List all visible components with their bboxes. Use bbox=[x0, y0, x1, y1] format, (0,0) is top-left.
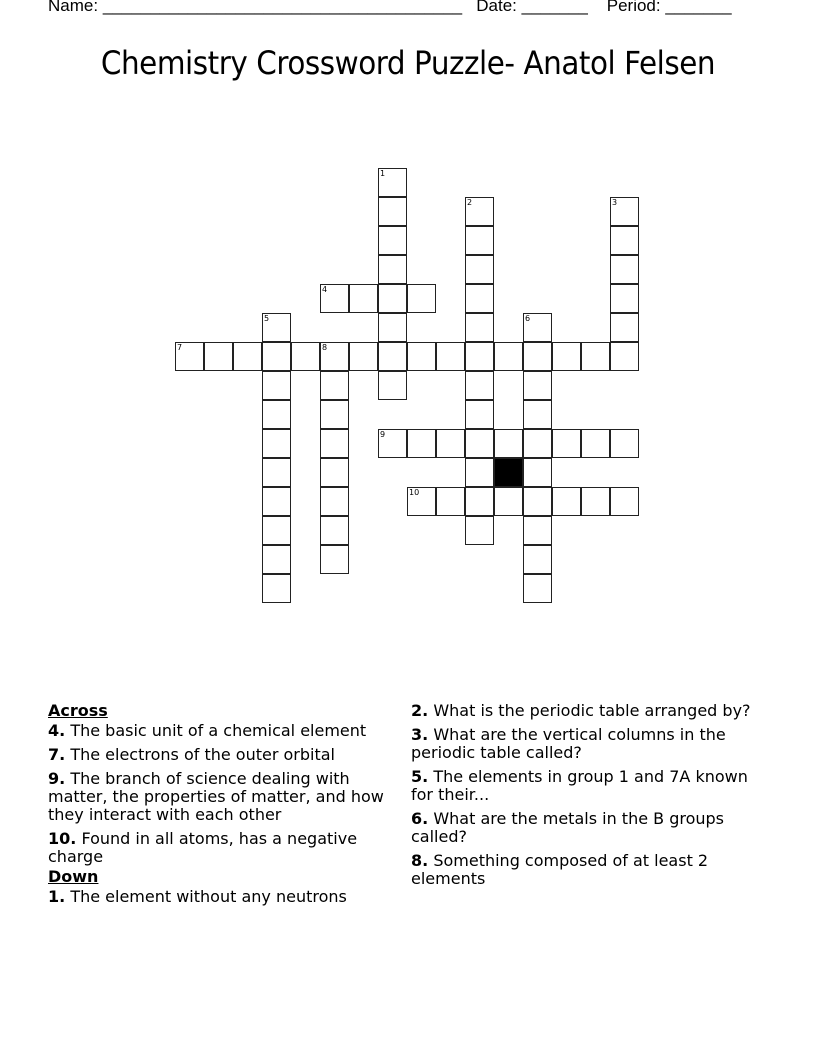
clues-right-column bbox=[411, 702, 751, 894]
grid-cell[interactable] bbox=[465, 284, 494, 313]
grid-cell[interactable] bbox=[407, 284, 436, 313]
clue-across-9: 9. The branch of science dealing with matter, the properties of matter, and how they interact with each other bbox=[48, 769, 384, 824]
grid-cell[interactable] bbox=[465, 487, 494, 516]
cell-number: 8 bbox=[322, 343, 328, 352]
name-label: Name: bbox=[48, 0, 99, 15]
header-fields bbox=[48, 0, 732, 16]
grid-cell[interactable] bbox=[465, 371, 494, 400]
cell-number: 9 bbox=[380, 430, 386, 439]
grid-cell[interactable] bbox=[465, 516, 494, 545]
period-label: Period: bbox=[606, 0, 661, 15]
cell-number: 4 bbox=[322, 285, 328, 294]
clue-text: The electrons of the outer orbital bbox=[70, 745, 335, 764]
clue-number: 3 bbox=[411, 725, 423, 744]
clue-down-2: 2. What is the periodic table arranged by? bbox=[411, 701, 751, 720]
clue-down-1: 1. The element without any neutrons bbox=[48, 887, 347, 906]
grid-cell[interactable] bbox=[523, 313, 552, 342]
clue-across-7: 7. The electrons of the outer orbital bbox=[48, 745, 335, 764]
clue-number: 2 bbox=[411, 701, 423, 720]
clue-down-3: 3. What are the vertical columns in the periodic table called? bbox=[411, 725, 726, 762]
grid-cell[interactable] bbox=[378, 255, 407, 284]
grid-cell[interactable] bbox=[436, 429, 465, 458]
grid-cell[interactable] bbox=[581, 429, 610, 458]
clue-text: What are the vertical columns in the periodic table called? bbox=[411, 725, 726, 762]
clue-number: 7 bbox=[48, 745, 60, 764]
grid-cell[interactable] bbox=[378, 284, 407, 313]
grid-cell[interactable] bbox=[378, 168, 407, 197]
grid-cell[interactable] bbox=[523, 429, 552, 458]
clue-number: 9 bbox=[48, 769, 60, 788]
cell-number: 3 bbox=[612, 198, 618, 207]
down-heading: Down bbox=[48, 867, 99, 886]
clue-number: 8 bbox=[411, 851, 423, 870]
grid-cell[interactable] bbox=[378, 226, 407, 255]
grid-cell[interactable] bbox=[349, 284, 378, 313]
clue-down-8: 8. Something composed of at least 2 elements bbox=[411, 851, 709, 888]
grid-cell[interactable] bbox=[378, 313, 407, 342]
cell-number: 7 bbox=[177, 343, 183, 352]
clue-number: 10 bbox=[48, 829, 71, 848]
clues-left-column bbox=[48, 702, 398, 912]
grid-cell[interactable] bbox=[320, 284, 349, 313]
grid-cell[interactable] bbox=[262, 313, 291, 342]
grid-cell[interactable] bbox=[523, 458, 552, 487]
grid-cell[interactable] bbox=[523, 545, 552, 574]
grid-cell[interactable] bbox=[610, 226, 639, 255]
clue-number: 6 bbox=[411, 809, 423, 828]
grid-cell[interactable] bbox=[552, 429, 581, 458]
clue-text: The element without any neutrons bbox=[70, 887, 347, 906]
cell-number: 6 bbox=[525, 314, 531, 323]
grid-cell[interactable] bbox=[610, 284, 639, 313]
grid-cell[interactable] bbox=[465, 342, 494, 371]
grid-cell[interactable] bbox=[378, 429, 407, 458]
date-blank[interactable]: _______ bbox=[521, 0, 588, 15]
page-title: Chemistry Crossword Puzzle- Anatol Felsen bbox=[100, 44, 716, 82]
across-heading: Across bbox=[48, 701, 108, 720]
grid-cell[interactable] bbox=[610, 429, 639, 458]
grid-cell[interactable] bbox=[233, 342, 262, 371]
grid-cell[interactable] bbox=[291, 342, 320, 371]
grid-cell[interactable] bbox=[523, 342, 552, 371]
clue-down-6: 6. What are the metals in the B groups called? bbox=[411, 809, 724, 846]
grid-cell[interactable] bbox=[465, 400, 494, 429]
grid-cell[interactable] bbox=[320, 458, 349, 487]
grid-cell[interactable] bbox=[465, 197, 494, 226]
grid-cell[interactable] bbox=[349, 342, 378, 371]
grid-cell[interactable] bbox=[320, 429, 349, 458]
grid-cell[interactable] bbox=[523, 574, 552, 603]
grid-cell[interactable] bbox=[436, 342, 465, 371]
grid-cell[interactable] bbox=[610, 487, 639, 516]
clue-text: The basic unit of a chemical element bbox=[70, 721, 367, 740]
grid-cell[interactable] bbox=[262, 400, 291, 429]
grid-cell[interactable] bbox=[407, 342, 436, 371]
black-cell bbox=[494, 458, 523, 487]
name-blank[interactable]: ______________________________________ bbox=[102, 0, 463, 15]
grid-cell[interactable] bbox=[610, 342, 639, 371]
grid-cell[interactable] bbox=[378, 342, 407, 371]
clue-number: 4 bbox=[48, 721, 60, 740]
grid-cell[interactable] bbox=[494, 487, 523, 516]
clue-text: The branch of science dealing with matter, the properties of matter, and how they interact with each other bbox=[48, 769, 384, 824]
grid-cell[interactable] bbox=[610, 313, 639, 342]
grid-cell[interactable] bbox=[407, 429, 436, 458]
grid-cell[interactable] bbox=[262, 458, 291, 487]
grid-cell[interactable] bbox=[581, 487, 610, 516]
grid-cell[interactable] bbox=[320, 342, 349, 371]
cell-number: 2 bbox=[467, 198, 473, 207]
grid-cell[interactable] bbox=[494, 429, 523, 458]
clue-text: What is the periodic table arranged by? bbox=[433, 701, 751, 720]
grid-cell[interactable] bbox=[262, 574, 291, 603]
crossword-grid bbox=[175, 168, 645, 608]
grid-cell[interactable] bbox=[320, 487, 349, 516]
grid-cell[interactable] bbox=[320, 400, 349, 429]
grid-cell[interactable] bbox=[465, 458, 494, 487]
grid-cell[interactable] bbox=[436, 487, 465, 516]
grid-cell[interactable] bbox=[523, 516, 552, 545]
clue-text: The elements in group 1 and 7A known for their... bbox=[411, 767, 748, 804]
grid-cell[interactable] bbox=[407, 487, 436, 516]
grid-cell[interactable] bbox=[552, 342, 581, 371]
clue-down-5: 5. The elements in group 1 and 7A known for their... bbox=[411, 767, 748, 804]
period-blank[interactable]: _______ bbox=[665, 0, 732, 15]
grid-cell[interactable] bbox=[320, 371, 349, 400]
clue-across-4: 4. The basic unit of a chemical element bbox=[48, 721, 367, 740]
grid-cell[interactable] bbox=[175, 342, 204, 371]
clue-text: Something composed of at least 2 elements bbox=[411, 851, 709, 888]
clue-text: What are the metals in the B groups called? bbox=[411, 809, 724, 846]
grid-cell[interactable] bbox=[320, 545, 349, 574]
grid-cell[interactable] bbox=[262, 342, 291, 371]
grid-cell[interactable] bbox=[523, 487, 552, 516]
grid-cell[interactable] bbox=[262, 516, 291, 545]
clue-number: 5 bbox=[411, 767, 423, 786]
clue-across-10: 10. Found in all atoms, has a negative charge bbox=[48, 829, 358, 866]
grid-cell[interactable] bbox=[523, 371, 552, 400]
clue-text: Found in all atoms, has a negative charge bbox=[48, 829, 358, 866]
grid-cell[interactable] bbox=[262, 371, 291, 400]
cell-number: 5 bbox=[264, 314, 270, 323]
cell-number: 10 bbox=[409, 488, 420, 497]
grid-cell[interactable] bbox=[262, 487, 291, 516]
grid-cell[interactable] bbox=[465, 255, 494, 284]
grid-cell[interactable] bbox=[610, 255, 639, 284]
grid-cell[interactable] bbox=[552, 487, 581, 516]
grid-cell[interactable] bbox=[581, 342, 610, 371]
grid-cell[interactable] bbox=[494, 342, 523, 371]
grid-cell[interactable] bbox=[465, 313, 494, 342]
grid-cell[interactable] bbox=[378, 371, 407, 400]
grid-cell[interactable] bbox=[378, 197, 407, 226]
cell-number: 1 bbox=[380, 169, 386, 178]
date-label: Date: bbox=[476, 0, 517, 15]
grid-cell[interactable] bbox=[320, 516, 349, 545]
grid-cell[interactable] bbox=[204, 342, 233, 371]
grid-cell[interactable] bbox=[610, 197, 639, 226]
grid-cell[interactable] bbox=[465, 226, 494, 255]
grid-cell[interactable] bbox=[262, 545, 291, 574]
grid-cell[interactable] bbox=[262, 429, 291, 458]
grid-cell[interactable] bbox=[523, 400, 552, 429]
clue-number: 1 bbox=[48, 887, 60, 906]
grid-cell[interactable] bbox=[465, 429, 494, 458]
